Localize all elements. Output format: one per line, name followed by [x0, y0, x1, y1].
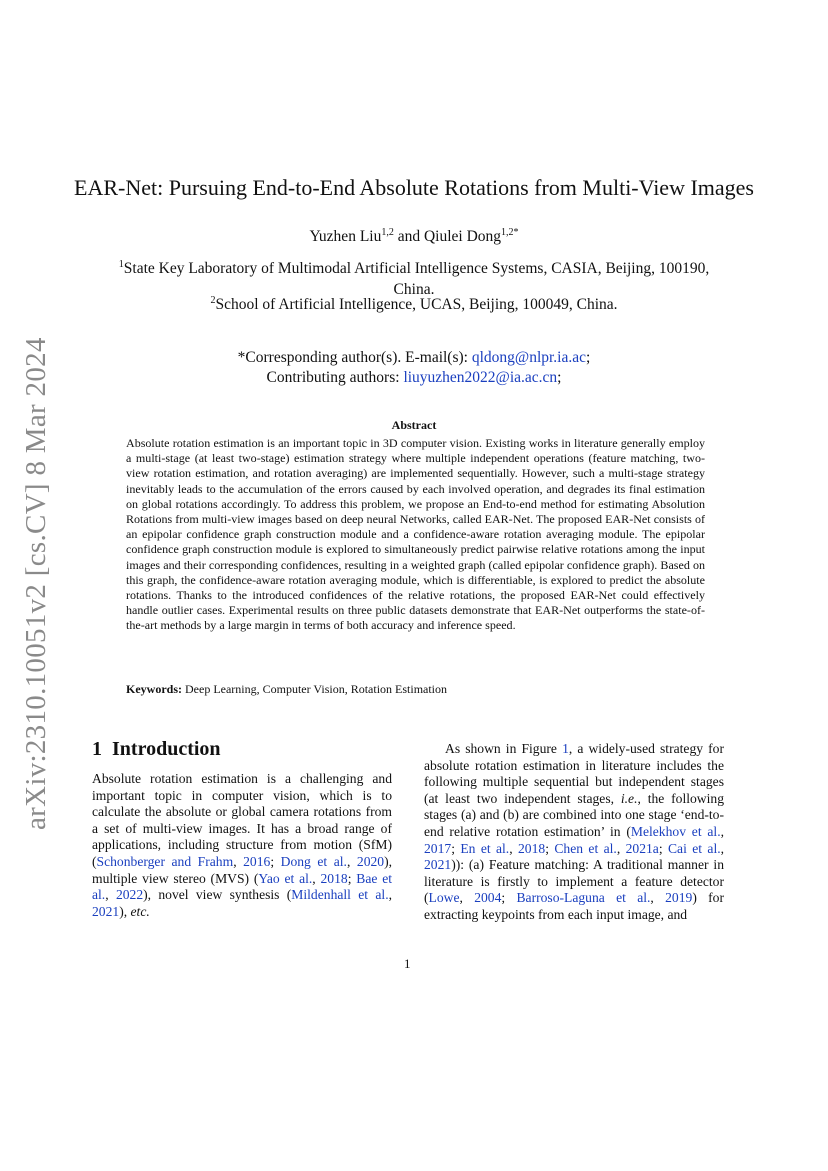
corresponding-author-line [60, 348, 768, 368]
affiliation-2 [60, 296, 768, 314]
citation-link[interactable]: Chen et al. [554, 840, 617, 856]
corresponding-label: *Corresponding author(s). E-mail(s): [237, 349, 472, 366]
citation-link[interactable]: 2022 [115, 887, 144, 903]
contributing-author-line [60, 368, 768, 388]
citation-link[interactable]: 2016 [243, 853, 271, 869]
abstract-heading: Abstract [391, 418, 437, 432]
right-column-text [424, 741, 724, 924]
affiliation-mark: 2 [210, 295, 216, 306]
citation-link[interactable]: 2018 [320, 870, 348, 886]
intro-paragraph-2: As shown in Figure 1, a widely-used strategy for absolute rotation estimation in literature includes the following multiple sequential but independent stages (at least two independent stages, i.e., the following stages (a) and (b) are combined into one stage ‘end-to-end relative rotation estimation’ in (Melekhov et al., 2017; En et al., 2018; Chen et al., 2021a; Cai et al., 2021)): (a) Feature matching: A traditional manner in literature is firstly to implement a feature detector (Lowe, 2004; Barroso-Laguna et al., 2019) for extracting keypoints from each input image, and [424, 741, 725, 922]
citation-link[interactable]: 2017 [424, 840, 452, 856]
keywords-line [126, 682, 705, 697]
citation-link[interactable]: Dong et al. [280, 853, 347, 869]
author-name: Qiulei Dong [423, 228, 502, 245]
email-link-contributing[interactable]: liuyuzhen2022@ia.ac.cn [403, 369, 558, 386]
correspondence-block [60, 348, 768, 388]
abstract-text: Absolute rotation estimation is an important topic in 3D computer vision. Existing works in literature generally employ a multi-stage (at least two-stage) estimation strategy where multiple independent operations (feature matching, two-view rotation estimation, and rotation averaging) are implemented sequentially. However, such a multi-stage strategy inevitably leads to the accumulation of the errors caused by each involved operation, and degrades its final estimation on global rotations accordingly. To address this problem, we propose an End-to-end method for estimating Absolution Rotations from multi-view images based on deep neural Networks, called EAR-Net. The proposed EAR-Net consists of an epipolar confidence graph construction module and a confidence-aware rotation averaging module. The epipolar confidence graph construction module is explored to simultaneously predict pairwise relative rotations among the input images and their corresponding confidences, resulting in a weighted graph (called epipolar confidence graph). Based on this graph, the confidence-aware rotation averaging module, which is differentiable, is explored to predict the absolute rotations. Thanks to the introduced confidences of the relative rotations, the proposed EAR-Net could effectively handle outlier cases. Experimental results on three public datasets demonstrate that EAR-Net outperforms the state-of-the-art methods by a large margin in terms of both accuracy and inference speed. [126, 436, 705, 633]
author-name: Yuzhen Liu [309, 228, 382, 245]
citation-link[interactable]: 2020 [356, 853, 385, 869]
citation-link[interactable]: Lowe [428, 890, 460, 906]
citation-link[interactable]: 2019 [665, 890, 693, 906]
citation-link[interactable]: 2021 [92, 903, 120, 919]
contributing-label: Contributing authors: [266, 369, 404, 386]
citation-link[interactable]: Mildenhall et al. [291, 887, 389, 903]
page-number: 1 [404, 956, 411, 971]
section-number: 1 [92, 738, 102, 760]
citation-link[interactable]: 2021a [625, 840, 659, 856]
punctuation: ; [557, 369, 562, 386]
affiliation-text: School of Artificial Intelligence, UCAS, Beijing, 100049, China. [215, 296, 618, 313]
citation-link[interactable]: Barroso-Laguna et al. [516, 890, 651, 906]
keywords-text: Deep Learning, Computer Vision, Rotation Estimation [182, 682, 448, 696]
author-affiliation-mark: 1,2 [381, 227, 394, 238]
citation-link[interactable]: Yao et al. [258, 870, 313, 886]
citation-link[interactable]: Cai et al. [667, 840, 721, 856]
email-link-corresponding[interactable]: qldong@nlpr.ia.ac [471, 349, 586, 366]
citation-link[interactable]: 2004 [474, 890, 502, 906]
affiliation-mark: 1 [118, 259, 124, 270]
citation-link[interactable]: 2018 [518, 840, 546, 856]
ie-italic: i.e. [620, 790, 638, 806]
left-column-text [92, 771, 392, 920]
author-affiliation-mark: 1,2* [501, 227, 519, 238]
affiliation-1 [110, 258, 718, 300]
intro-paragraph-1: Absolute rotation estimation is a challenging and important topic in computer vision, which is to calculate the absolute or global camera rotations from a set of multi-view images. It has a broad range of applications, including structure from motion (SfM) (Schonberger and Frahm, 2016; Dong et al., 2020), multiple view stereo (MVS) (Yao et al., 2018; Bae et al., 2022), novel view synthesis (Mildenhall et al., 2021), etc. [92, 771, 393, 919]
etc-italic: etc. [130, 903, 150, 919]
arxiv-identifier-stamp: arXiv:2310.10051v2 [cs.CV] 8 Mar 2024 [20, 337, 52, 830]
paper-title: EAR-Net: Pursuing End-to-End Absolute Rotations from Multi-View Images [74, 175, 754, 200]
section-heading-introduction [92, 738, 221, 761]
author-list [60, 228, 768, 246]
punctuation: ; [586, 349, 591, 366]
keywords-label: Keywords: [126, 682, 182, 696]
citation-link[interactable]: Melekhov et al. [630, 823, 721, 839]
section-title: Introduction [112, 738, 221, 760]
author-conjunction: and [393, 228, 424, 245]
citation-link[interactable]: Bae et al. [92, 870, 393, 903]
citation-link[interactable]: Schonberger and Frahm [96, 853, 234, 869]
figure-reference-link[interactable]: 1 [562, 741, 569, 756]
citation-link[interactable]: 2021 [424, 857, 452, 873]
citation-link[interactable]: En et al. [460, 840, 510, 856]
affiliation-text: State Key Laboratory of Multimodal Artificial Intelligence Systems, CASIA, Beijing, 100190, China. [123, 260, 710, 298]
